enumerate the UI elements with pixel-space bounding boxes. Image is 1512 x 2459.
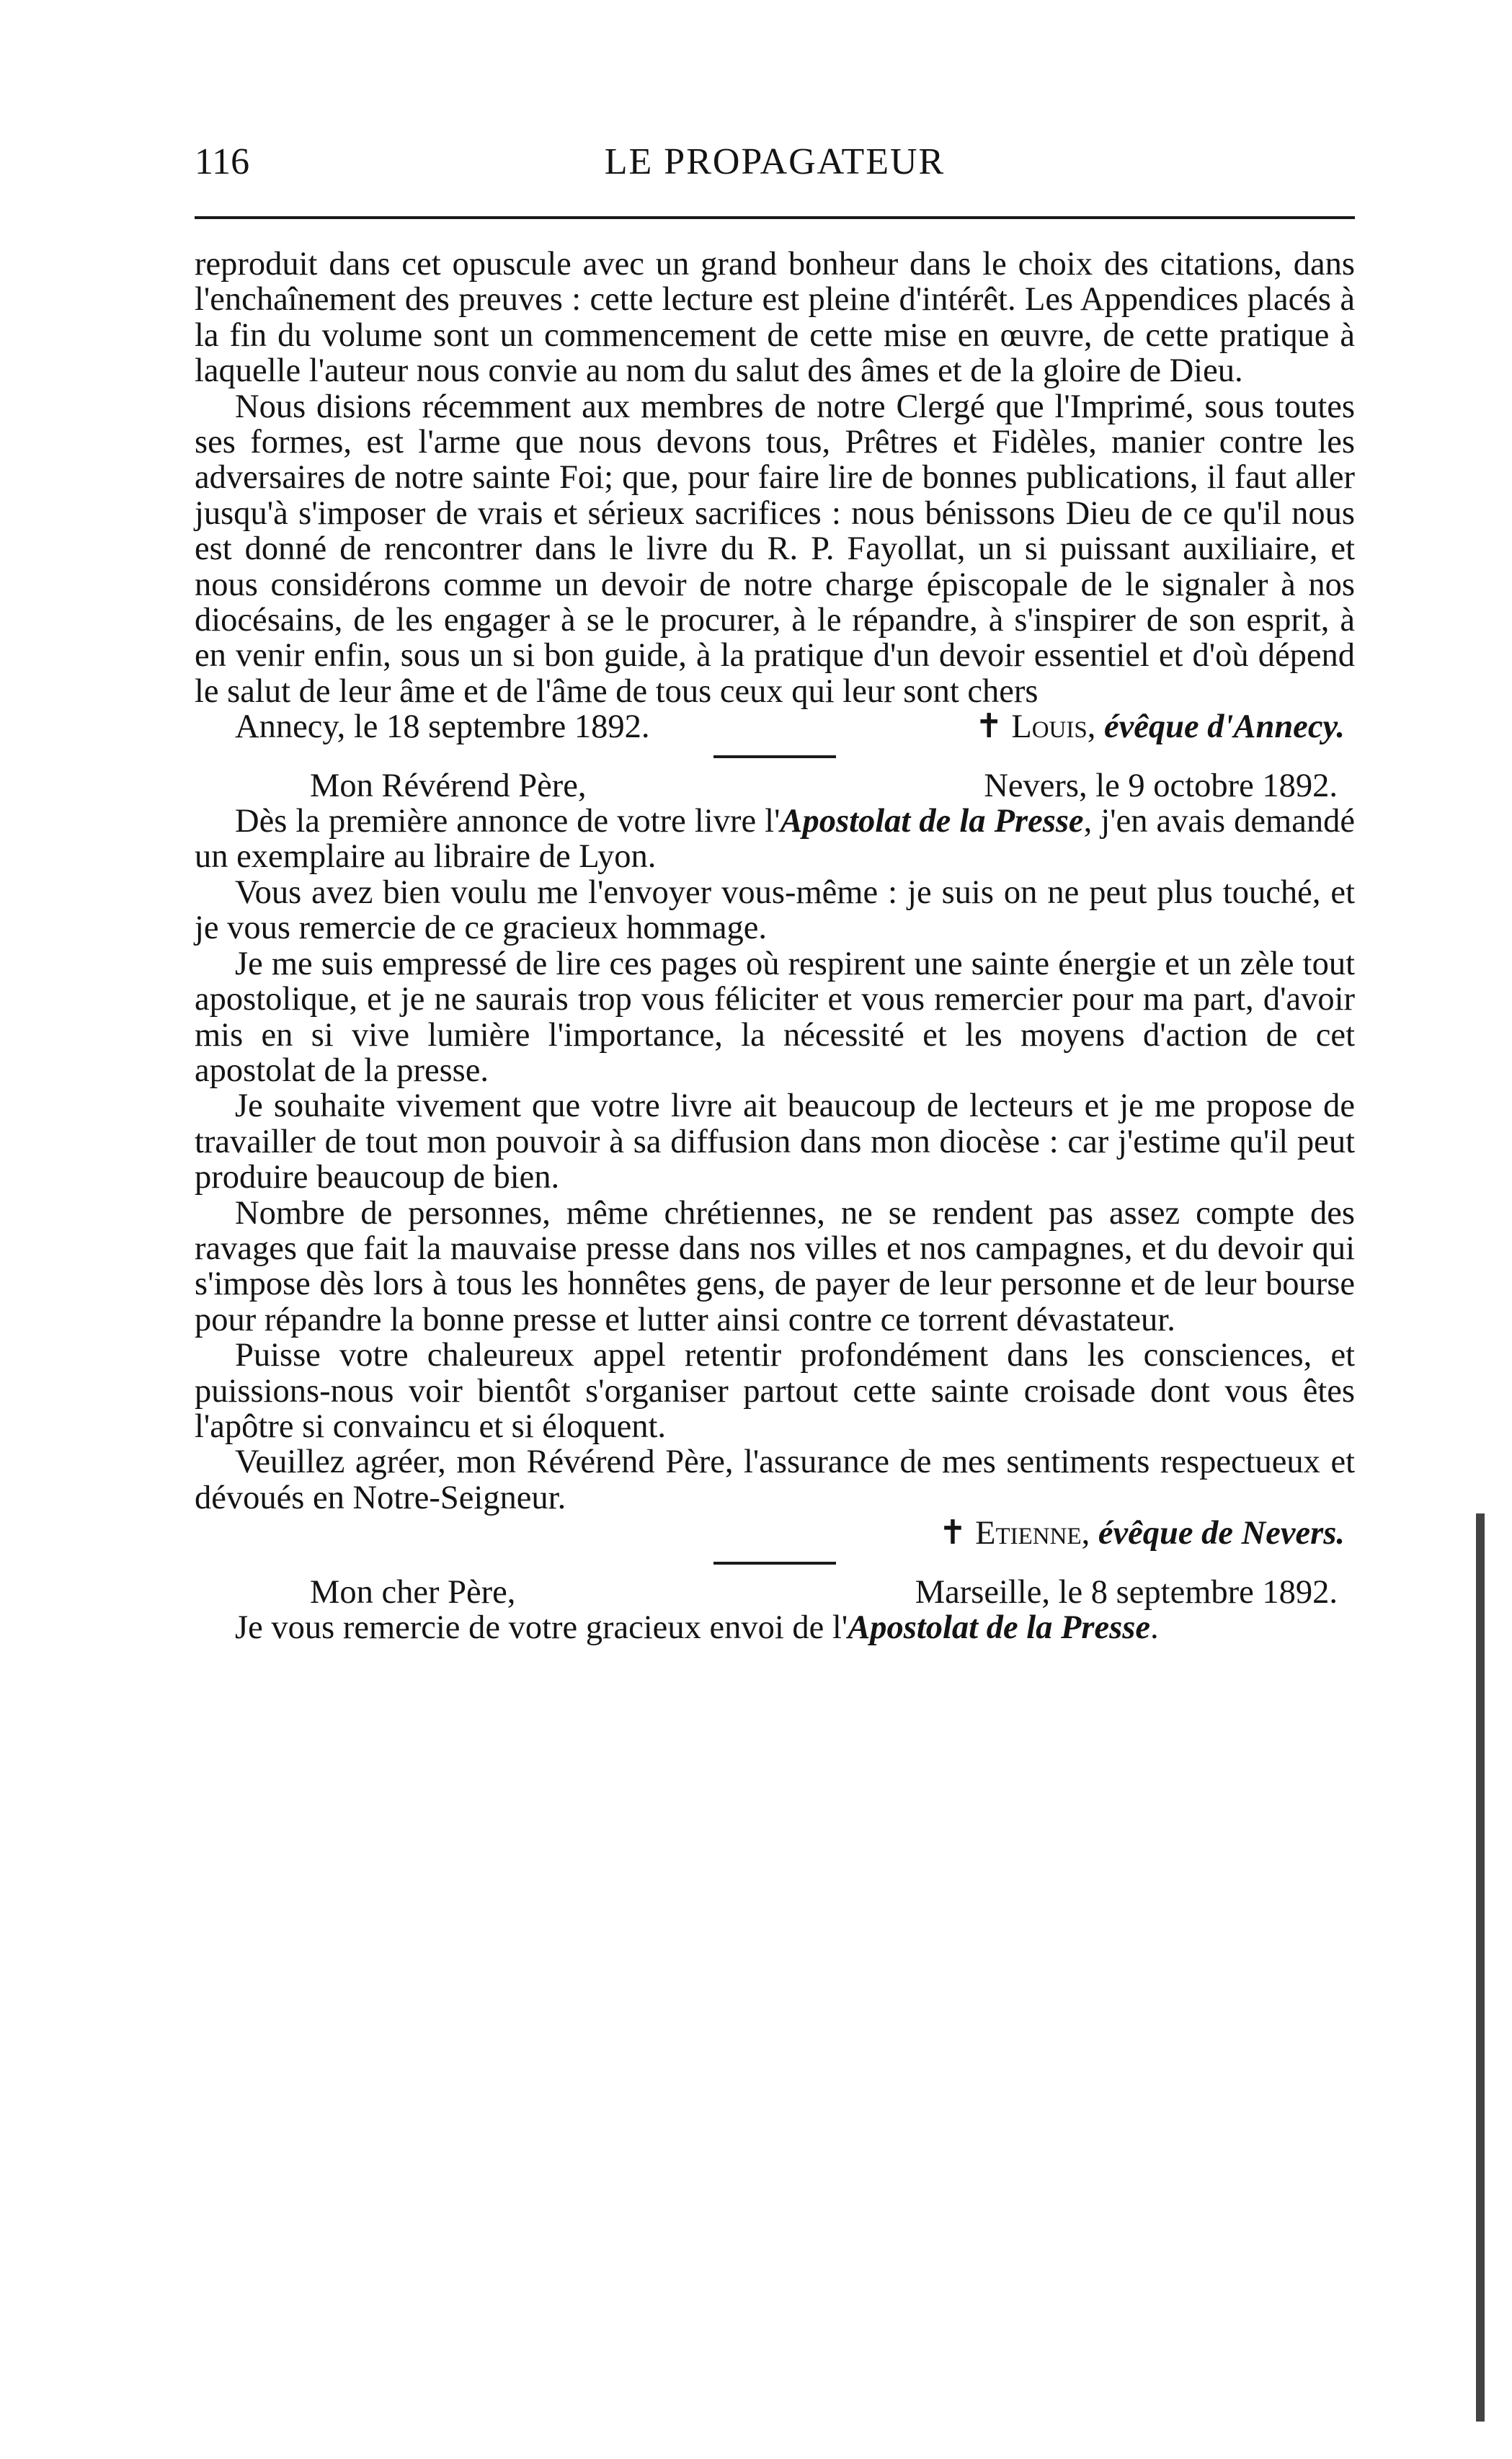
nevers-signature <box>195 1516 1355 1551</box>
book-title: Apostolat de la Presse <box>848 1609 1150 1646</box>
section-divider <box>713 1562 836 1565</box>
running-title: LE PROPAGATEUR <box>604 141 946 182</box>
nevers-place-date: Nevers, le 9 octobre 1892. <box>984 767 1338 804</box>
nevers-salutation: Mon Révérend Père, <box>310 767 587 804</box>
marseille-p1-text-end: . <box>1149 1609 1159 1646</box>
annecy-place-date: Annecy, le 18 septembre 1892. <box>235 708 650 746</box>
nevers-paragraph-3: Je me suis empressé de lire ces pages où respirent une sainte énergie et un zèle tout apostolique, et je ne saurais trop vous féliciter et vous remercier pour ma part, d'avoir mis en si vive lumière l'importance, la nécessité et les moyens d'action de cet apostolat de la presse. <box>195 945 1355 1089</box>
paragraph-continuation: reproduit dans cet opuscule avec un grand bonheur dans le choix des citations, dans l'enchaînement des preuves : cette lecture est pleine d'intérêt. Les Appendices placés à la fin du volume sont un commencement de cette mise en œuvre, de cette pratique à laquelle l'auteur nous convie au nom du salut des âmes et de la gloire de Dieu. <box>195 246 1355 390</box>
nevers-paragraph-7: Veuillez agréer, mon Révérend Père, l'assurance de mes sentiments respectueux et dévoués en Notre-Seigneur. <box>195 1444 1355 1516</box>
nevers-p1-text-end: , j'en avais demandé un exemplaire au libraire de Lyon. <box>195 803 1355 876</box>
nevers-signer: Etienne, <box>975 1515 1090 1552</box>
cross-icon: ✝ <box>938 1515 967 1552</box>
page-edge-shadow <box>1476 1513 1485 2422</box>
nevers-paragraph-5: Nombre de personnes, même chrétiennes, ne se rendent pas assez compte des ravages que fait la mauvaise presse dans nos villes et nos campagnes, et du devoir qui s'impose dès lors à tous les honnêtes gens, de payer de leur personne et de leur bourse pour répandre la bonne presse et lutter ainsi contre ce torrent dévastateur. <box>195 1194 1355 1338</box>
nevers-paragraph-2: Vous avez bien voulu me l'envoyer vous-même : je suis on ne peut plus touché, et je vous remercie de ce gracieux hommage. <box>195 873 1355 947</box>
book-title: Apostolat de la Presse <box>780 803 1084 840</box>
cross-icon: ✝ <box>974 708 1003 746</box>
marseille-place-date: Marseille, le 8 septembre 1892. <box>915 1573 1338 1611</box>
paragraph-clergy: Nous disions récemment aux membres de notre Clergé que l'Imprimé, sous toutes ses formes, est l'arme que nous devons tous, Prêtres et Fidèles, manier contre les adversaires de notre sainte Foi; que, pour faire lire de bonnes publications, il faut aller jusqu'à s'imposer de vrais et sérieux sacrifices : nous bénissons Dieu de ce qu'il nous est donné de rencontrer dans le livre du R. P. Fayollat, un si puissant auxiliaire, et nous considérons comme un devoir de notre charge épiscopale de le signaler à nos diocésains, de les engager à se le procurer, à le répandre, à s'inspirer de son esprit, à en venir enfin, sous un si bon guide, à la pratique d'un devoir essentiel et d'où dépend le salut de leur âme et de l'âme de tous ceux qui leur sont chers <box>195 388 1355 710</box>
nevers-paragraph-4: Je souhaite vivement que votre livre ait beaucoup de lecteurs et je me propose de travailler de tout mon pouvoir à sa diffusion dans mon diocèse : car j'estime qu'il peut produire beaucoup de bien. <box>195 1088 1355 1196</box>
page-number: 116 <box>195 141 250 182</box>
body-text <box>195 246 1355 1645</box>
marseille-paragraph-1 <box>195 1610 1355 1645</box>
marseille-greeting-line <box>195 1575 1355 1610</box>
section-divider <box>713 755 836 758</box>
page-header <box>195 137 1355 187</box>
annecy-title: évêque d'Annecy. <box>1103 708 1345 746</box>
nevers-paragraph-1 <box>195 804 1355 875</box>
marseille-salutation: Mon cher Père, <box>310 1573 516 1611</box>
annecy-signature-line <box>195 709 1355 744</box>
nevers-paragraph-6: Puisse votre chaleureux appel retentir profondément dans les consciences, et puissions-nous voir bientôt s'organiser partout cette sainte croisade dont vous êtes l'apôtre si convaincu et si éloquent. <box>195 1337 1355 1445</box>
nevers-title: évêque de Nevers. <box>1098 1515 1345 1552</box>
header-rule <box>195 216 1355 219</box>
annecy-signer: Louis, <box>1011 708 1096 746</box>
nevers-p1-text: Dès la première annonce de votre livre l' <box>235 803 781 840</box>
marseille-p1-text: Je vous remercie de votre gracieux envoi de l' <box>235 1609 848 1646</box>
annecy-signature <box>975 709 1345 744</box>
nevers-greeting-line <box>195 768 1355 804</box>
